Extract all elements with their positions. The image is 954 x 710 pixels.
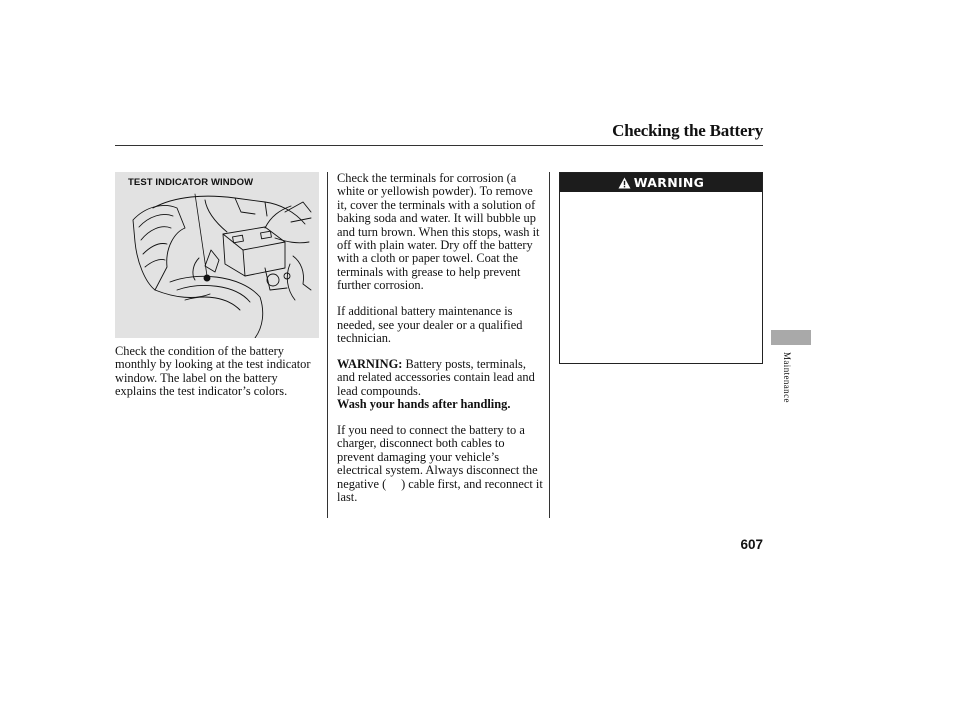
corrosion-paragraph: Check the terminals for corrosion (a white or yellowish powder). To remove it, cover the terminals with a solution of baking soda and water. It will bubble up and turn brown. When this stops, wash it off with plain water. Dry off the battery with a cloth or paper towel. Coat the terminals with grease to help prevent further corrosion. — [337, 171, 540, 293]
warning-box — [559, 172, 763, 364]
dealer-paragraph: If additional battery maintenance is needed, see your dealer or a qualified technician. — [337, 304, 523, 345]
warning-header — [560, 173, 762, 192]
warning-body: Battery posts, terminals, and related accessories contain lead and lead compounds. — [337, 356, 535, 398]
charger-paragraph: If you need to connect the battery to a charger, disconnect both cables to prevent damaging your vehicle’s electrical system. Always disconnect the negative ( ) cable first, and reconnect it last. — [337, 423, 543, 505]
warning-triangle-icon — [618, 177, 631, 189]
figure-label: TEST INDICATOR WINDOW — [128, 177, 254, 188]
warning-heading: WARNING — [633, 175, 705, 190]
lead-warning-paragraph — [337, 358, 543, 412]
warning-bold: Wash your hands after handling. — [337, 397, 511, 412]
page-title: Checking the Battery — [612, 121, 763, 140]
section-tab — [771, 330, 811, 345]
column-divider-1 — [327, 172, 328, 518]
column-divider-2 — [549, 172, 550, 518]
page-number: 607 — [740, 537, 763, 552]
battery-check-paragraph: Check the condition of the battery monthly by looking at the test indicator window. The label on the battery explains the test indicator’s colors. — [115, 344, 311, 399]
title-rule — [115, 145, 763, 146]
engine-bay-illustration — [115, 172, 319, 338]
maintenance-column — [337, 172, 543, 517]
battery-figure — [115, 172, 319, 338]
section-label: Maintenance — [782, 352, 792, 403]
warning-lead: WARNING: — [337, 356, 403, 371]
